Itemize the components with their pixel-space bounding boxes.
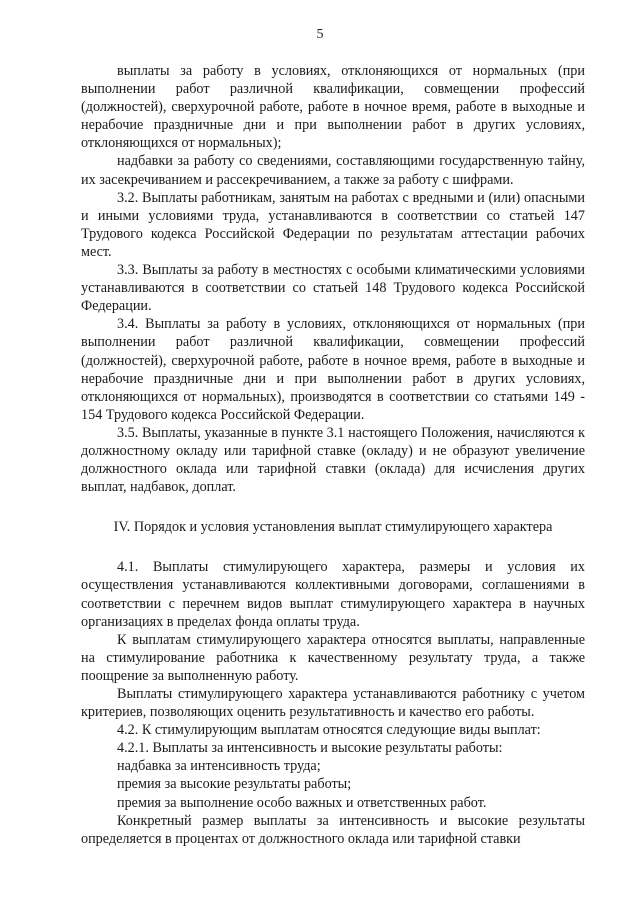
paragraph: 4.2. К стимулирующим выплатам относятся следующие виды выплат:: [117, 722, 541, 739]
paragraph: 4.2.1. Выплаты за интенсивность и высокие результаты работы:: [117, 740, 503, 757]
paragraph: Конкретный размер выплаты за интенсивность и высокие результаты определяется в процентах от должностного оклада или тарифной ставки: [81, 812, 585, 847]
paragraph: надбавка за интенсивность труда;: [117, 758, 321, 775]
paragraph: 4.1. Выплаты стимулирующего характера, размеры и условия их осуществления устанавливаются коллективными договорами, соглашениями в соответствии с перечнем видов выплат стимулирующего характера в научных организациях в пределах фонда оплаты труда.: [81, 559, 585, 630]
document-body: [81, 62, 585, 848]
paragraph: 3.3. Выплаты за работу в местностях с особыми климатическими условиями устанавливаются в соответствии со статьей 148 Трудового кодекса Российской Федерации.: [81, 262, 585, 315]
paragraph: выплаты за работу в условиях, отклоняющихся от нормальных (при выполнении работ различной квалификации, совмещении профессий (должностей), сверхурочной работе, работе в ночное время, работе в выходные и нерабочие праздничные дни и при выполнении работ в других условиях, отклоняющихся от нормальных);: [81, 63, 585, 152]
paragraph: 3.5. Выплаты, указанные в пункте 3.1 настоящего Положения, начисляются к должностному окладу или тарифной ставке (окладу) и не образуют увеличение должностного оклада или тарифной ставки (оклада) для исчисления других выплат, надбавок, доплат.: [81, 424, 585, 496]
paragraph: премия за выполнение особо важных и ответственных работ.: [117, 794, 487, 811]
paragraph: Выплаты стимулирующего характера устанавливаются работнику с учетом критериев, позволяющих оценить результативность и качество его работы.: [81, 686, 585, 721]
paragraph: 3.2. Выплаты работникам, занятым на работах с вредными и (или) опасными и иными условиями труда, устанавливаются в соответствии со статьей 147 Трудового кодекса Российской Федерации по результатам аттестации рабочих мест.: [81, 189, 585, 260]
paragraph: премия за высокие результаты работы;: [117, 776, 352, 793]
page-number: 5: [316, 27, 324, 42]
paragraph: 3.4. Выплаты за работу в условиях, отклоняющихся от нормальных (при выполнении работ различной квалификации, совмещении профессий (должностей), сверхурочной работе, работе в ночное время, работе в выходные и нерабочие праздничные дни и при выполнении работ в других условиях, отклоняющихся от нормальных), производятся в соответствии со статьями 149 - 154 Трудового кодекса Российской Федерации.: [81, 316, 585, 423]
paragraph: К выплатам стимулирующего характера относятся выплаты, направленные на стимулирование работника к качественному результату труда, а также поощрение за выполненную работу.: [81, 631, 585, 684]
section-heading: IV. Порядок и условия установления выплат стимулирующего характера: [113, 519, 553, 536]
paragraph: надбавки за работу со сведениями, составляющими государственную тайну, их засекречиванием и рассекречиванием, а также за работу с шифрами.: [81, 153, 585, 188]
